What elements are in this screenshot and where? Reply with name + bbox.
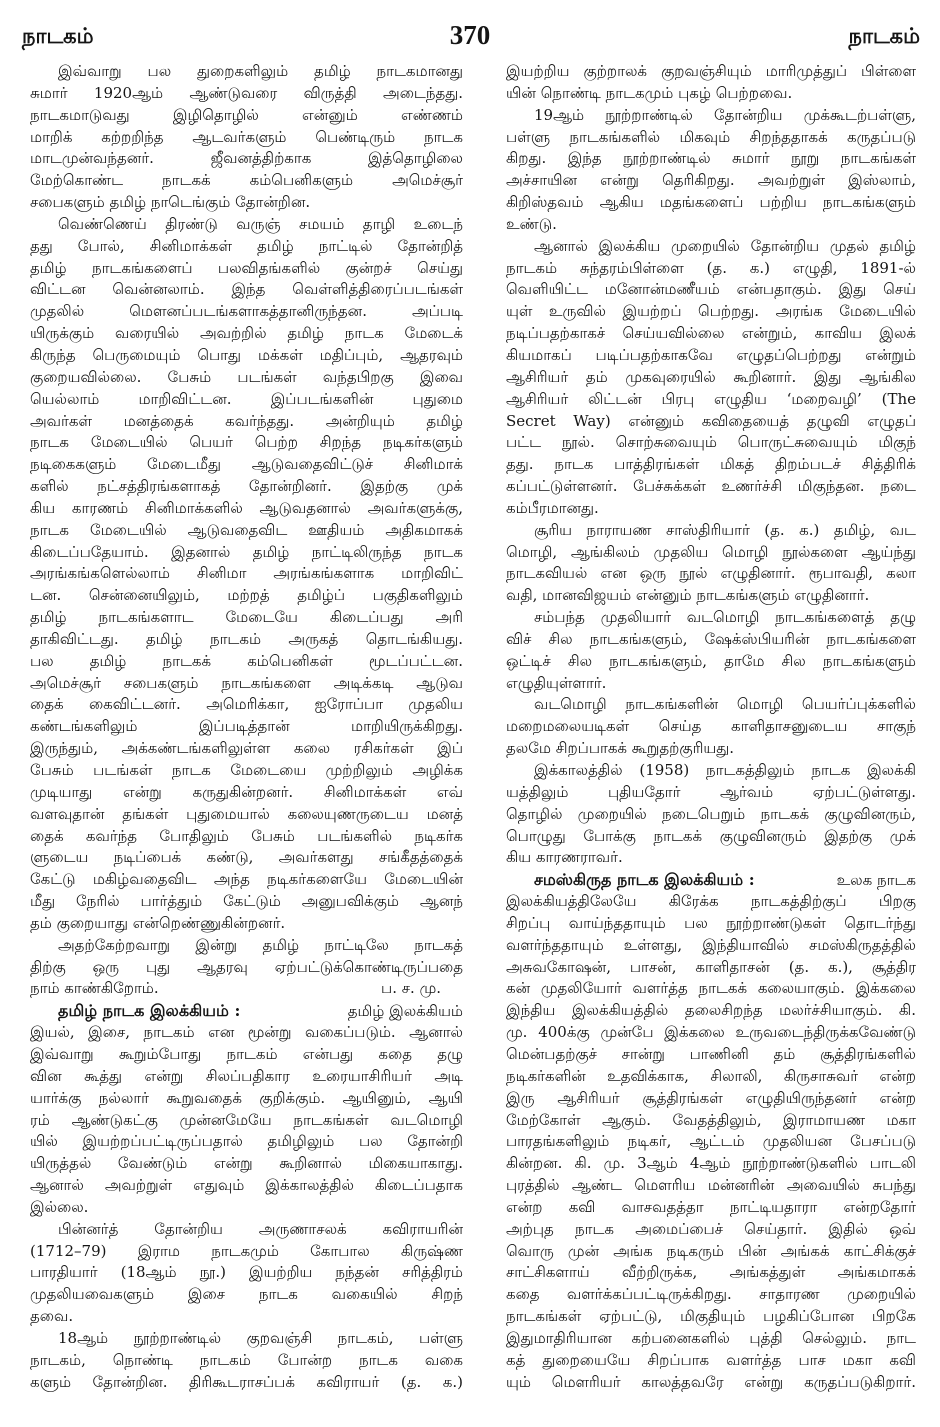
line-text: வொரு முன் அங்க நடிகரும் பின் அங்கக் காட்சிக்குச் (506, 1241, 916, 1260)
line-text: தைக் கைவிட்டனர். அமெரிக்கா, ஐரோப்பா முதலிய (30, 695, 463, 714)
text-line (30, 454, 463, 476)
line-text: யிருக்கும் வரையில் அவற்றில் தமிழ் நாடக மேடைக் (30, 324, 463, 343)
text-line (506, 804, 916, 826)
paragraph (30, 935, 463, 1001)
text-line (506, 148, 916, 170)
line-text: ஆசிரியர் லிட்டன் பிரபு எழுதிய ‘மறைவழி’ (The (506, 389, 916, 408)
line-text: உண்டு. (506, 214, 557, 233)
line-text: கிறது. இந்த நூற்றாண்டில் சுமார் நூறு நாடகங்கள் (506, 149, 916, 168)
line-text: நடிகைகளும் மேடைமீது ஆடுவதைவிட்டுச் சினிமாக் (30, 455, 463, 474)
text-line (30, 847, 463, 869)
text-line (30, 869, 463, 891)
text-line (506, 214, 916, 236)
text-line (30, 323, 463, 345)
line-text: விட்டன வென்னலாம். இந்த வெள்ளித்திரைப்படங்கள் (30, 280, 463, 299)
line-text: கதை வளர்க்கப்பட்டிருக்கிறது. சாதாரண முறையில் (506, 1285, 916, 1304)
text-line (30, 411, 463, 433)
text-line (506, 1306, 916, 1328)
text-line (506, 1110, 916, 1132)
paragraph (506, 760, 916, 869)
line-text: மேற்கோள் ஆகும். வேதத்திலும், இராமாயண மகா (506, 1110, 916, 1129)
line-text: தது. நாடக பாத்திரங்கள் மிகத் திறம்படச் சித்திரிக் (506, 455, 916, 474)
line-text: தம் குறையாது என்றெண்ணுகின்றனர். (30, 913, 286, 932)
text-line (30, 1262, 463, 1284)
line-text: சம்பந்த முதலியார் வடமொழி நாடகங்களைத் தழு (534, 608, 916, 627)
line-text: கிருந்த பெருமையும் பொது மக்கள் மதிப்பும், ஆதரவும் (30, 345, 463, 364)
line-text: வளர்ந்ததாயும் உள்ளது, இந்தியாவில் சமஸ்கிருதத்தில் (506, 935, 916, 954)
line-text: இக்காலத்தில் (1958) நாடகத்திலும் நாடக இலக்கி (534, 761, 916, 779)
line-text: என்ற கவி வாசவதத்தா நாட்டியதாரா என்றதோர் (506, 1197, 916, 1216)
section-heading: தமிழ் நாடக இலக்கியம் : (58, 1001, 241, 1021)
text-line (30, 563, 463, 585)
page-number: 370 (449, 20, 491, 50)
text-line (30, 782, 463, 804)
line-text: கிடைப்பதேயாம். இதனால் தமிழ் நாட்டிலிருந்த நாடக (30, 542, 463, 561)
text-line (506, 389, 916, 411)
text-line (30, 476, 463, 498)
text-line (506, 673, 916, 695)
line-text: இயல், இசை, நாடகம் என மூன்று வகைப்படும். ஆனால் (30, 1023, 463, 1042)
text-line (506, 105, 916, 127)
line-text: ரம் ஆண்டுகட்கு முன்னமேயே நாடகங்கள் வடமொழி (30, 1110, 463, 1129)
text-line (506, 1131, 916, 1153)
line-text: ளுடைய நடிப்பைக் கண்டு, அவர்களது சங்கீதத்தைக் (30, 848, 463, 867)
text-line (30, 673, 463, 695)
line-text: நாம் காண்கிறோம். (30, 979, 159, 998)
line-text: யில் இயற்றப்பட்டிருப்பதால் தமிழிலும் பல தோன்றி (30, 1132, 463, 1151)
text-line (506, 847, 916, 869)
text-line (506, 760, 916, 782)
text-line (30, 913, 463, 935)
text-line (506, 913, 916, 935)
line-text: சாட்சிகளாய் வீற்றிருக்க, அங்கத்துள் அங்கமாகக் (506, 1263, 916, 1282)
text-line (506, 978, 916, 1000)
text-line (30, 1372, 463, 1394)
text-line (30, 345, 463, 367)
text-line (30, 1000, 463, 1022)
line-text: 18ஆம் நூற்றாண்டில் குறவஞ்சி நாடகம், பள்ளு (58, 1328, 463, 1347)
line-text: அவர்கள் மனத்தைக் கவர்ந்தது. அன்றியும் தமிழ் (30, 411, 463, 430)
line-text: மென்பதற்குச் சான்று பாணினி தம் சூத்திரங்களில் (506, 1044, 916, 1063)
line-text: 19ஆம் நூற்றாண்டில் தோன்றிய முக்கூடற்பள்ளு, (534, 105, 916, 124)
line-text: நாடக மேடையில் பெயர் பெற்ற சிறந்த நடிகர்களும் (30, 433, 463, 452)
text-line (506, 1044, 916, 1066)
text-line (30, 61, 463, 83)
line-text: Secret Way) என்னும் கவிதையைத் தழுவி எழுதப் (506, 411, 916, 430)
text-line (30, 978, 463, 1000)
text-line (506, 1153, 916, 1175)
text-line (506, 629, 916, 651)
text-line (30, 694, 463, 716)
text-line (506, 454, 916, 476)
text-line (506, 1350, 916, 1372)
line-text: இவ்வாறு பல துறைகளிலும் தமிழ் நாடகமானது (58, 62, 463, 80)
text-line (506, 935, 916, 957)
text-line (506, 1088, 916, 1110)
text-line (506, 607, 916, 629)
paragraph (30, 214, 463, 935)
text-line (506, 1219, 916, 1241)
text-line (506, 1284, 916, 1306)
text-line (506, 61, 916, 83)
author-initials: ப. ச. மு. (381, 979, 441, 998)
paragraph (506, 236, 916, 520)
text-line (30, 279, 463, 301)
paragraph (30, 1328, 463, 1394)
line-text: நாடகம் சுந்தரம்பிள்ளை (த. க.) எழுதி, 1891-ல் (506, 258, 916, 277)
line-text: கேட்டு மகிழ்வதைவிட அந்த நடிகர்களையே மேடையின் (30, 870, 463, 889)
line-text: தது போல், சினிமாக்கள் தமிழ் நாட்டில் தோன்றித் (30, 236, 463, 255)
text-line (506, 1241, 916, 1263)
line-text: தைக் கவர்ந்த போதிலும் பேசும் படங்களில் நடிகர்க (30, 826, 463, 845)
text-line (30, 432, 463, 454)
text-line (506, 498, 916, 520)
line-text: நாடகங்கள் ஏற்பட்டு, மிகுதியும் பழகிப்போன பிறகே (506, 1307, 916, 1326)
line-text: ஆனால் அவற்றுள் எதுவும் இக்காலத்தில் கிடைப்பதாக (30, 1176, 463, 1195)
line-text: யெல்லாம் மாறிவிட்டன. இப்படங்களின் புதுமை (30, 389, 463, 408)
text-line (30, 957, 463, 979)
line-text: புரத்தில் ஆண்ட மௌரிய மன்னரின் அவையில் சுபந்து (506, 1176, 916, 1195)
line-text: நாடகம், நொண்டி நாடகம் போன்ற நாடக வகை (30, 1350, 463, 1369)
line-text: இலக்கியத்திலேயே கிரேக்க நாடகத்திற்குப் பிறகு (506, 892, 916, 911)
text-line (506, 782, 916, 804)
text-line (506, 563, 916, 585)
text-line (30, 105, 463, 127)
line-text: தொழில் முறையில் நடைபெறும் நாடகக் குழுவினரும், (506, 804, 916, 823)
line-text: கப்பட்டுள்ளனர். பேச்சுக்கள் உணர்ச்சி மிகுந்தன. நடை (506, 477, 916, 496)
text-line (30, 1284, 463, 1306)
line-text: கத் துறையையே சிறப்பாக வளர்த்த பாச மகா கவி (506, 1350, 916, 1369)
line-text: தாகிவிட்டது. தமிழ் நாடகம் அருகத் தொடங்கியது. (30, 629, 463, 648)
line-text: அற்புத நாடக அமைப்பைச் செய்தார். இதில் ஒவ் (506, 1219, 916, 1238)
line-text: வளவுதான் தங்கள் புதுமையால் கலையுணருடைய மனத் (30, 804, 463, 823)
line-text: இந்திய இலக்கியத்தில் தலைசிறந்த மலர்ச்சியாகும். கி. (506, 1001, 916, 1020)
text-line (30, 891, 463, 913)
line-text: கிறிஸ்தவம் ஆகிய மதங்களைப் பற்றிய நாடகங்களும் (506, 193, 916, 212)
line-text: (1712–79) இராம நாடகமும் கோபால கிருஷ்ண (30, 1241, 463, 1260)
text-line (30, 148, 463, 170)
text-line (30, 1044, 463, 1066)
text-line (30, 1241, 463, 1263)
text-line (30, 1131, 463, 1153)
text-line (30, 1066, 463, 1088)
line-text: அரங்கங்களெல்லாம் சினிமா அரங்கங்களாக மாறிவிட் (30, 564, 463, 583)
line-text: வெளியிட்ட மனோன்மணீயம் என்பதாகும். இது செய் (506, 280, 916, 299)
text-line (30, 935, 463, 957)
paragraph (506, 61, 916, 105)
text-line (30, 1153, 463, 1175)
text-line (506, 542, 916, 564)
line-text: யார்க்கு நல்லார் கூறுவதைக் குறிக்கும். ஆயினும், ஆயி (30, 1088, 463, 1107)
line-text: முடியாது என்று கருதுகின்றனர். சினிமாக்கள் எவ் (30, 782, 463, 801)
text-line (30, 1197, 463, 1219)
paragraph (506, 105, 916, 236)
line-text: ஆசிரியர் தம் முகவுரையில் கூறினார். இது ஆங்கில (506, 367, 916, 386)
line-text: விச் சில நாடகங்களும், ஷேக்ஸ்பியரின் நாடகங்களை (506, 629, 916, 648)
text-line (30, 607, 463, 629)
text-line (30, 1306, 463, 1328)
text-line (30, 367, 463, 389)
paragraph (506, 520, 916, 607)
text-line (30, 1350, 463, 1372)
line-text: மறைமலையடிகள் செய்த காளிதாசனுடைய சாகுந் (506, 717, 916, 736)
line-text: ஆனால் இலக்கிய முறையில் தோன்றிய முதல் தமிழ் (534, 236, 916, 255)
right-column (506, 61, 916, 1393)
line-text: தமிழ் நாடகங்களாட மேடையே கிடைப்பது அரி (30, 608, 463, 627)
text-line (506, 367, 916, 389)
text-line (506, 170, 916, 192)
text-line (506, 520, 916, 542)
section-heading: சமஸ்கிருத நாடக இலக்கியம் : (534, 870, 755, 890)
line-text: மு. 400க்கு முன்பே இக்கலை உருவடைந்திருக்கவேண்டு (506, 1023, 916, 1042)
line-text: மாறிக் கற்றறிந்த ஆடவர்களும் பெண்டிரும் நாடக (30, 127, 463, 146)
line-text: தலமே சிறப்பாகக் கூறுதற்குரியது. (506, 739, 735, 758)
text-line (506, 826, 916, 848)
line-text: பின்னர்த் தோன்றிய அருணாசலக் கவிராயரின் (58, 1219, 463, 1238)
text-line (506, 192, 916, 214)
line-text: இதுமாதிரியான கற்பனைகளில் புத்தி செல்லும். நாட (506, 1328, 916, 1347)
text-line (30, 629, 463, 651)
line-text: மேற்கொண்ட நாடகக் கம்பெனிகளும் அமெச்சூர் (30, 171, 463, 190)
line-text: பொழுது போக்கு நாடகக் குழுவினரும் இதற்கு முக் (506, 826, 916, 845)
text-line (30, 498, 463, 520)
paragraph (506, 607, 916, 694)
line-text: தமிழ் இலக்கியம் (347, 1002, 463, 1021)
line-text: சுமார் 1920ஆம் ஆண்டுவரை விருத்தி அடைந்தது. (30, 83, 463, 102)
line-text: சூரிய நாராயண சாஸ்திரியார் (த. க.) தமிழ், வட (534, 520, 916, 539)
line-text: அதற்கேற்றவாறு இன்று தமிழ் நாட்டிலே நாடகத் (58, 935, 463, 954)
text-line (506, 694, 916, 716)
line-text: யத்திலும் புதியதோர் ஆர்வம் ஏற்பட்டுள்ளது. (506, 782, 916, 801)
line-text: யுள் உருவில் இயற்றப் பெற்றது. அரங்க மேடையில் (506, 302, 916, 321)
text-line (30, 542, 463, 564)
text-line (506, 957, 916, 979)
text-line (30, 1110, 463, 1132)
line-text: நடிப்பதற்காகச் செய்யவில்லை என்றும், காவிய இலக் (506, 324, 916, 343)
line-text: முதலியவைகளும் இசை நாடக வகையில் சிறந் (30, 1285, 463, 1304)
text-line (506, 1022, 916, 1044)
text-line (506, 1372, 916, 1394)
text-line (30, 192, 463, 214)
text-line (30, 1088, 463, 1110)
line-text: கம்பீரமானது. (506, 498, 599, 517)
text-line (30, 1175, 463, 1197)
line-text: பள்ளு நாடகங்களில் மிகவும் சிறந்ததாகக் கருதப்படு (506, 127, 916, 146)
line-text: முதலில் மௌனப்படங்களாகத்தானிருந்தன. அப்படி (30, 302, 463, 321)
line-text: பாரதியார் (18ஆம் நூ.) இயற்றிய நந்தன் சரித்திரம் (30, 1263, 463, 1282)
line-text: இவ்வாறு கூறும்போது நாடகம் என்பது கதை தழு (30, 1044, 463, 1063)
running-head-left: நாடகம் (22, 23, 94, 48)
line-text: வதி, மானவிஜயம் என்னும் நாடகங்களும் எழுதினார். (506, 586, 870, 605)
line-text: மாடமுன்வந்தனர். ஜீவனத்திற்காக இத்தொழிலை (30, 149, 463, 168)
paragraph (30, 1219, 463, 1328)
text-line (506, 301, 916, 323)
text-line (30, 170, 463, 192)
text-line (506, 1175, 916, 1197)
line-text: சபைகளும் தமிழ் நாடெங்கும் தோன்றின. (30, 193, 311, 212)
text-line (30, 83, 463, 105)
line-text: மொழி, ஆங்கிலம் முதலிய மொழி நூல்களை ஆய்ந்து (506, 542, 916, 561)
line-text: அச்சாயின என்று தெரிகிறது. அவற்றுள் இஸ்லாம், (506, 171, 916, 190)
line-text: இயற்றிய குற்றாலக் குறவஞ்சியும் மாரிமுத்துப் பிள்ளை (506, 62, 916, 80)
text-line (506, 127, 916, 149)
paragraph (506, 869, 916, 1393)
line-text: சிறப்பு வாய்ந்ததாயும் பல நூற்றாண்டுகள் தொடர்ந்து (506, 913, 916, 932)
text-line (506, 411, 916, 433)
text-line (506, 1066, 916, 1088)
text-line (506, 83, 916, 105)
line-text: ஒட்டிச் சில நாடகங்களும், தாமே சில நாடகங்களும் (506, 651, 916, 670)
line-text: பாரதங்களிலும் நடிகர், ஆட்டம் முதலியன பேசப்படு (506, 1132, 916, 1151)
text-line (30, 214, 463, 236)
line-text: யின் நொண்டி நாடகமும் புகழ் பெற்றவை. (506, 83, 793, 102)
line-text: அசுவகோஷன், பாசன், காளிதாசன் (த. க.), சூத்திர (506, 957, 916, 976)
line-text: தமிழ் நாடகங்களைப் பலவிதங்களில் குன்றச் செய்து (30, 258, 463, 277)
line-text: அமெச்சூர் சபைகளும் நாடகங்களை அடிக்கடி ஆடுவ (30, 673, 463, 692)
paragraph (30, 1000, 463, 1218)
left-column (30, 61, 463, 1393)
text-line (506, 716, 916, 738)
line-text: திற்கு ஒரு புது ஆதரவு ஏற்பட்டுக்கொண்டிருப்பதை (30, 957, 463, 976)
text-line (30, 826, 463, 848)
line-text: கண்டங்களிலும் இப்படித்தான் மாறியிருக்கிறது. (30, 717, 463, 736)
text-line (30, 1022, 463, 1044)
line-text: இருந்தும், அக்கண்டங்களிலுள்ள கலை ரசிகர்கள் இப் (30, 739, 463, 758)
paragraph (506, 694, 916, 760)
text-line (30, 585, 463, 607)
line-text: பல தமிழ் நாடகக் கம்பெனிகள் மூடப்பட்டன. (30, 651, 463, 670)
line-text: வெண்ணெய் திரண்டு வருஞ் சமயம் தாழி உடைந் (58, 214, 463, 233)
line-text: களும் தோன்றின. திரிகூடராசப்பக் கவிராயர் (த. க.) (30, 1372, 463, 1391)
text-line (30, 389, 463, 411)
text-line (506, 891, 916, 913)
line-text: வின கூத்து என்று சிலப்பதிகார உரையாசிரியர் அடி (30, 1066, 463, 1085)
line-text: கின்றன. கி. மு. 3ஆம் 4ஆம் நூற்றாண்டுகளில் பாடலி (506, 1154, 916, 1173)
line-text: கியமாகப் படிப்பதற்காகவே எழுதப்பெற்றது என்றும் (506, 345, 916, 364)
line-text: நாடகவியல் என ஒரு நூல் எழுதினார். ரூபாவதி, கலா (506, 564, 916, 583)
running-head-right: நாடகம் (848, 23, 920, 48)
line-text: இரு ஆசிரியர் சூத்திரங்கள் எழுதியிருந்தனர் என்ற (506, 1088, 916, 1107)
text-line (506, 236, 916, 258)
text-line (506, 279, 916, 301)
paragraph (30, 61, 463, 214)
text-line (30, 301, 463, 323)
line-text: இல்லை. (30, 1197, 89, 1216)
text-line (506, 432, 916, 454)
text-line (30, 1219, 463, 1241)
line-text: கிய காரணராவர். (506, 848, 623, 867)
line-text: நடிகர்களின் உதவிக்காக, சிலாலி, கிருசாசுவர் என்ற (506, 1066, 916, 1085)
text-line (506, 323, 916, 345)
text-line (506, 1262, 916, 1284)
line-text: தவை. (30, 1307, 74, 1326)
text-line (30, 127, 463, 149)
text-line (30, 651, 463, 673)
text-line (30, 1328, 463, 1350)
line-text: பட்ட நூல். சொற்சுவையும் பொருட்சுவையும் மிகுந் (506, 433, 916, 452)
text-line (506, 1328, 916, 1350)
text-line (30, 716, 463, 738)
line-text: களில் நட்சத்திரங்களாகத் தோன்றினர். இதற்கு முக் (30, 477, 463, 496)
text-line (506, 651, 916, 673)
line-text: பேசும் படங்கள் நாடக மேடையை முற்றிலும் அழிக்க (30, 761, 463, 779)
line-text: எழுதியுள்ளார். (506, 673, 607, 692)
text-line (30, 520, 463, 542)
text-line (506, 476, 916, 498)
line-text: குறையவில்லை. பேசும் படங்கள் வந்தபிறகு இவை (30, 367, 463, 386)
text-line (506, 258, 916, 280)
line-text: டன. சென்னையிலும், மற்றத் தமிழ்ப் பகுதிகளிலும் (30, 586, 463, 605)
line-text: யிருத்தல் வேண்டும் என்று கூறினால் மிகையாகாது. (30, 1154, 463, 1173)
line-text: யும் மௌரியர் காலத்தவரே என்று கருதப்படுகிறார். (506, 1372, 916, 1391)
text-line (30, 258, 463, 280)
text-line (506, 869, 916, 891)
line-text: மீது நேரில் பார்த்தும் கேட்டும் அனுபவிக்கும் ஆனந் (30, 892, 463, 911)
text-line (506, 345, 916, 367)
text-line (30, 804, 463, 826)
line-text: கிய காரணம் சினிமாக்களில் ஆடுவதனால் அவர்களுக்கு, (30, 498, 463, 517)
text-line (30, 738, 463, 760)
line-text: உலக நாடக (836, 871, 916, 890)
text-line (30, 236, 463, 258)
line-text: கன் முதலியோர் வளர்த்த நாடகக் கலையாகும். இக்கலை (506, 979, 916, 998)
line-text: நாடக மேடையில் ஆடுவதைவிட ஊதியம் அதிகமாகக் (30, 520, 463, 539)
line-text: நாடகமாடுவது இழிதொழில் என்னும் எண்ணம் (30, 105, 463, 124)
text-line (506, 738, 916, 760)
text-line (506, 585, 916, 607)
text-line (506, 1197, 916, 1219)
text-line (30, 760, 463, 782)
line-text: வடமொழி நாடகங்களின் மொழி பெயர்ப்புக்களில் (534, 695, 916, 714)
text-line (506, 1000, 916, 1022)
